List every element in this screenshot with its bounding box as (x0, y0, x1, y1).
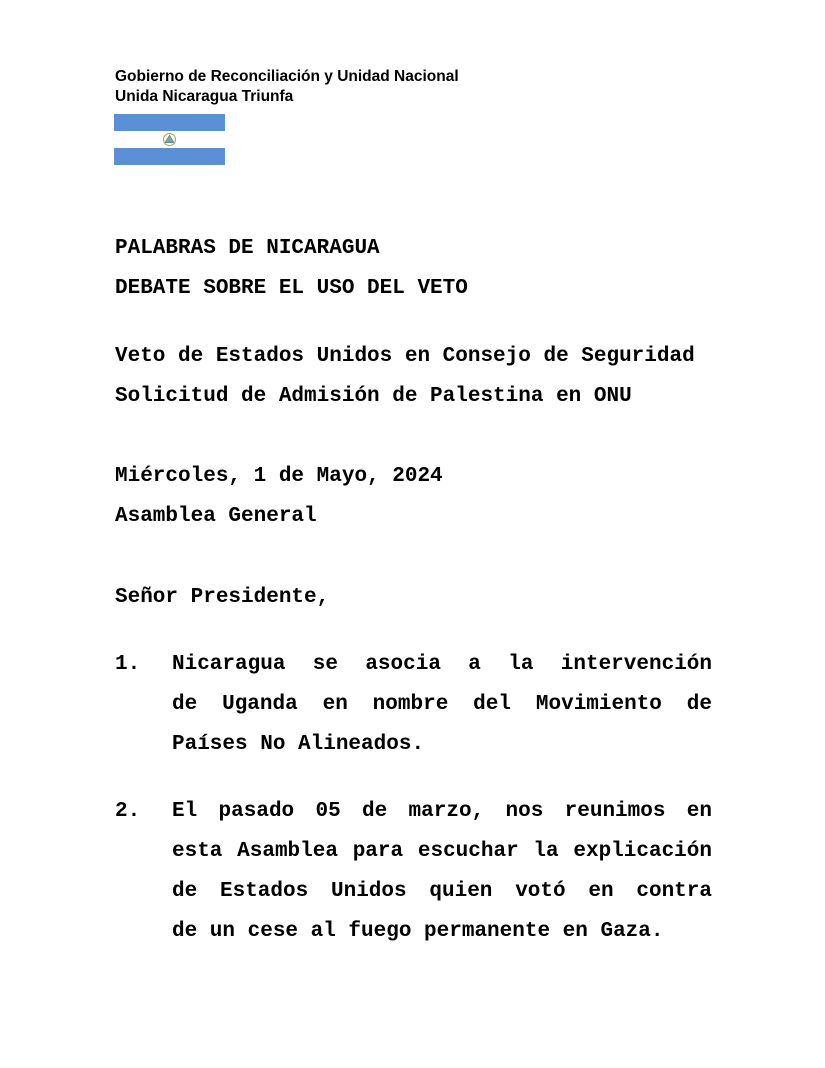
paragraph-number: 1. (115, 653, 141, 676)
salutation: Señor Presidente, (115, 586, 330, 609)
subject-line: Solicitud de Admisión de Palestina en ONU (115, 385, 632, 408)
meeting-body: Asamblea General (115, 505, 317, 528)
government-header (115, 67, 459, 107)
title-line: PALABRAS DE NICARAGUA (115, 237, 380, 260)
paragraph-line: de un cese al fuego permanente en Gaza. (172, 920, 664, 943)
paragraph-line: Países No Alineados. (172, 733, 425, 756)
coat-of-arms-icon (114, 131, 225, 148)
meeting-info (115, 457, 443, 537)
subject-line: Veto de Estados Unidos en Consejo de Seguridad (115, 345, 695, 368)
paragraph-line: El pasado 05 de marzo, nos reunimos en (172, 800, 712, 823)
paragraph-line: esta Asamblea para escuchar la explicación (172, 840, 712, 863)
speech-subject (115, 337, 695, 417)
nicaragua-flag-icon (114, 114, 225, 165)
paragraph-line: Nicaragua se asocia a la intervención (172, 653, 712, 676)
government-slogan: Unida Nicaragua Triunfa (115, 88, 294, 105)
government-name: Gobierno de Reconciliación y Unidad Nacional (115, 68, 459, 85)
speech-title (115, 229, 468, 309)
paragraph-line: de Uganda en nombre del Movimiento de (172, 693, 712, 716)
paragraph-number: 2. (115, 800, 141, 823)
title-line: DEBATE SOBRE EL USO DEL VETO (115, 277, 468, 300)
paragraph-line: de Estados Unidos quien votó en contra (172, 880, 712, 903)
meeting-date: Miércoles, 1 de Mayo, 2024 (115, 465, 443, 488)
